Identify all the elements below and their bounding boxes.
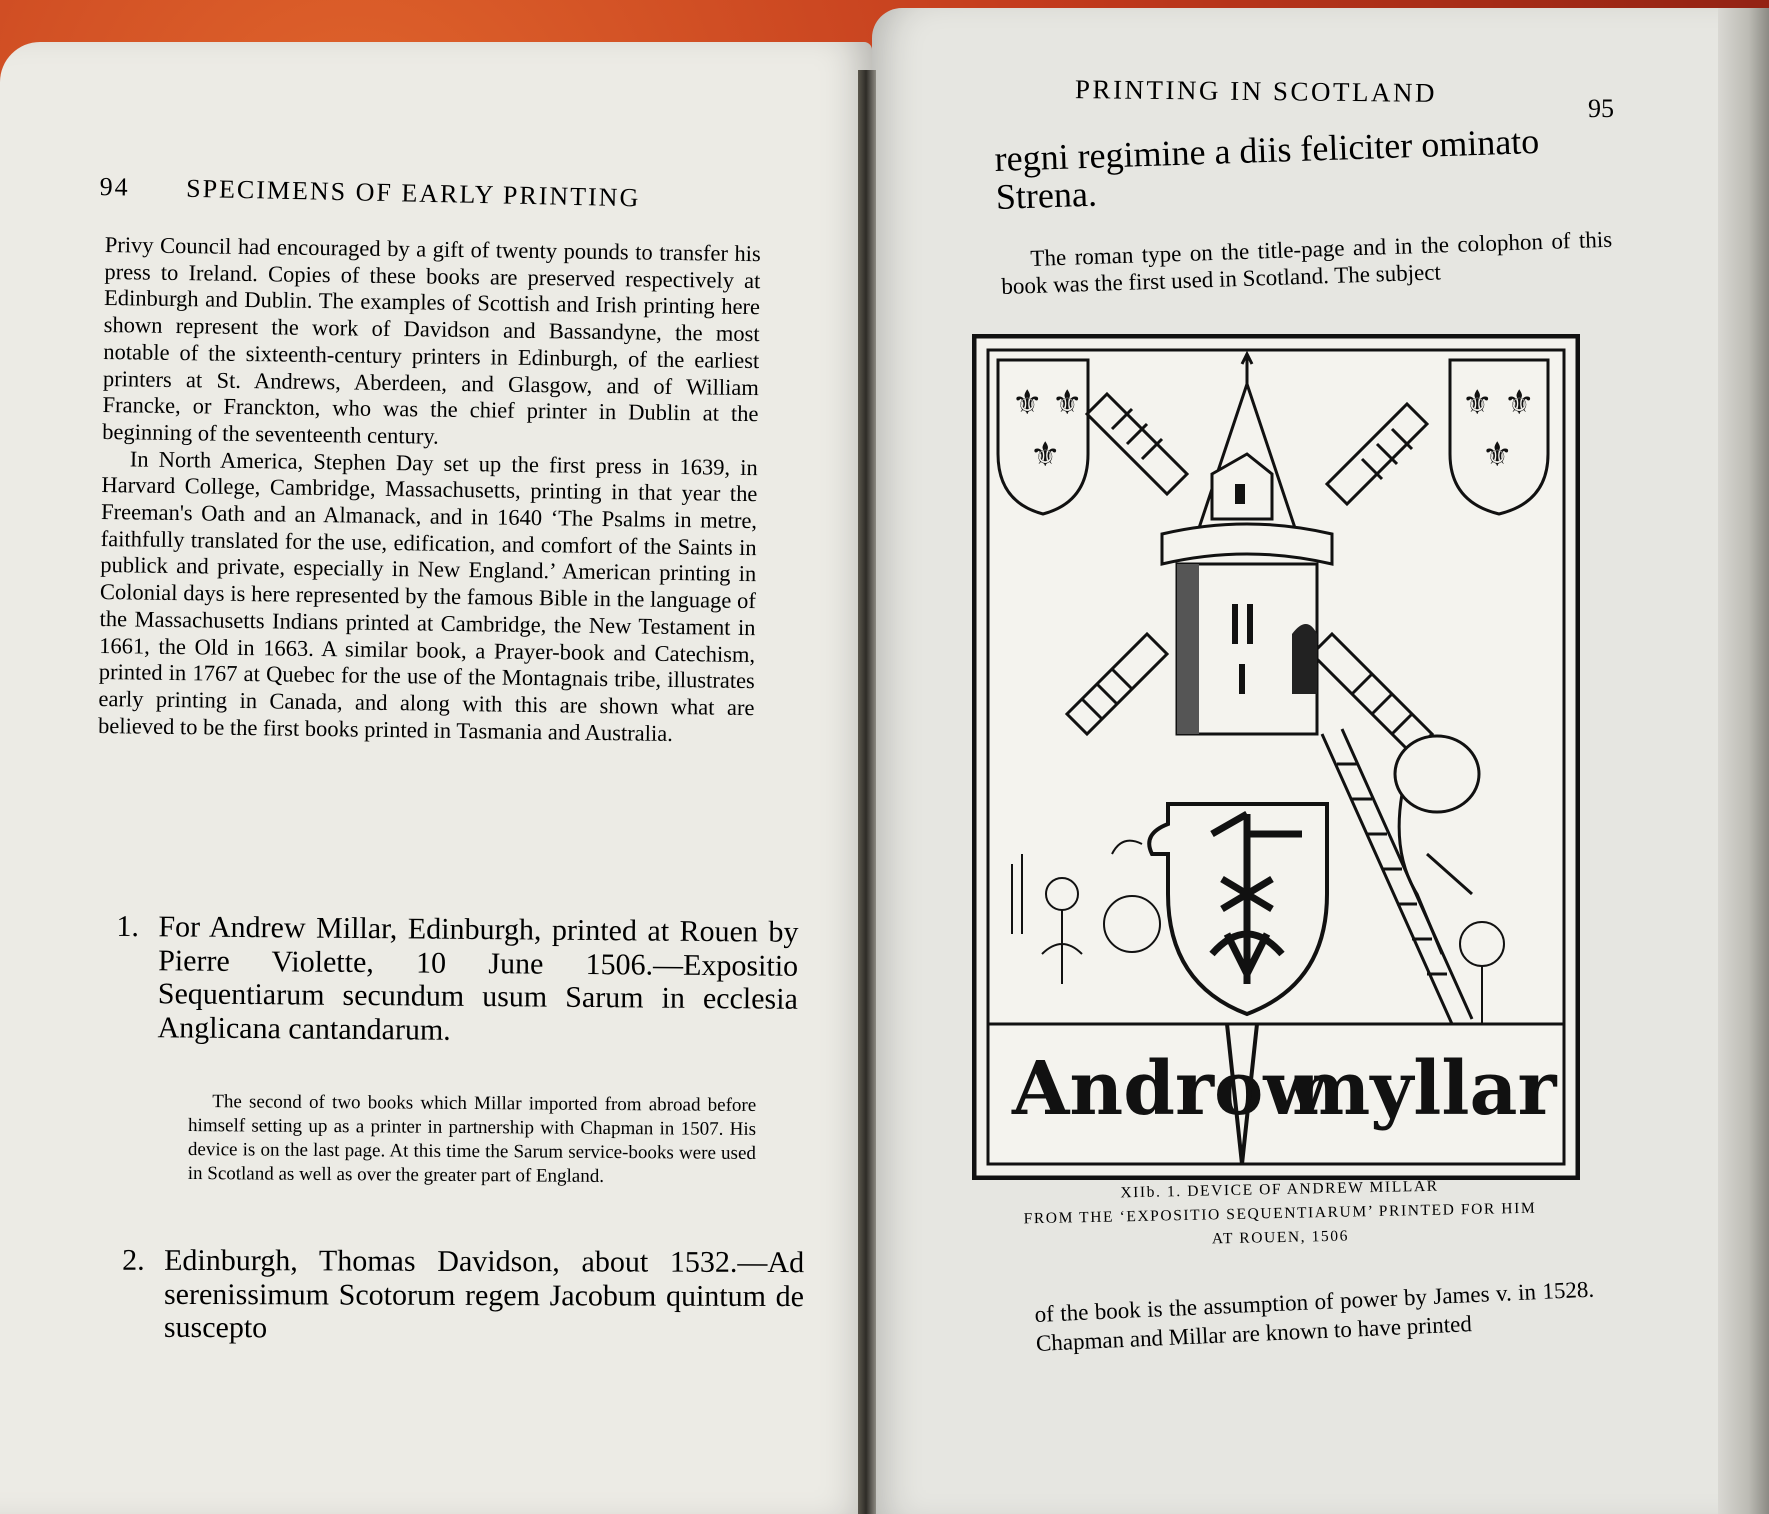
printer-device-woodcut bbox=[972, 334, 1580, 1180]
catalogue-entry-2 bbox=[122, 1243, 805, 1347]
left-page-number: 94 bbox=[99, 172, 130, 202]
right-shield-icon bbox=[1450, 360, 1548, 514]
caption-line: FROM THE ‘EXPOSITIO SEQUENTIARUM’ PRINTED FOR HIM bbox=[1023, 1199, 1537, 1228]
page-edges bbox=[1718, 8, 1769, 1514]
banner-right-text: myllar bbox=[1292, 1046, 1557, 1132]
left-running-title: SPECIMENS OF EARLY PRINTING bbox=[185, 173, 641, 213]
left-shield-icon bbox=[998, 360, 1088, 514]
right-page-number: 95 bbox=[1588, 94, 1614, 123]
left-body-text bbox=[98, 232, 761, 748]
caption-line: AT ROUEN, 1506 bbox=[1211, 1227, 1350, 1248]
svg-text:⚜: ⚜ bbox=[1012, 385, 1043, 422]
entry-title: Edinburgh, Thomas Davidson, about 1532.—Ad serenissimum Scotorum regem Jacobum quintum de suscepto bbox=[163, 1243, 805, 1345]
banner-left-text: Androw bbox=[1012, 1046, 1328, 1132]
entry-title: For Andrew Millar, Edinburgh, printed at Rouen by Pierre Violette, 10 June 1506.—Expositio Sequentiarum secundum usum Sarum in ecclesia Anglicana cantandarum. bbox=[157, 910, 799, 1047]
entry-number: 2. bbox=[122, 1243, 145, 1277]
paragraph: Privy Council had encouraged by a gift of twenty pounds to transfer his press to Ireland. Copies of these books are preserved respectively at Edinburgh and Dublin. The examples of Scottish and Irish printing here shown represent the work of Davidson and Bassandyne, the most notable of the sixteenth-century printers in Edinburgh, of the earliest printers at St. Andrews, Aberdeen, and Glasgow, and of William Francke, or Franckton, who was the chief printer in Dublin at the beginning of the seventeenth century. bbox=[102, 232, 761, 449]
entry-note: The second of two books which Millar imported from abroad before himself setting up as a printer in partnership with Chapman in 1507. His device is on the last page. At this time the Sarum service-books were used in Scotland as well as over the greater part of England. bbox=[187, 1091, 757, 1187]
entry-number: 1. bbox=[116, 909, 140, 944]
title-line: Strena. bbox=[995, 173, 1098, 217]
right-bottom-text: of the book is the assumption of power by James v. in 1528. Chapman and Millar are known to have printed bbox=[1034, 1276, 1595, 1356]
figure-caption bbox=[974, 1172, 1585, 1257]
title-line: regni regimine a diis feliciter ominato bbox=[993, 120, 1540, 179]
svg-text:⚜: ⚜ bbox=[1030, 437, 1061, 474]
book-gutter bbox=[858, 70, 876, 1514]
right-running-head: PRINTING IN SCOTLAND bbox=[1074, 74, 1438, 108]
catalogue-entry-1 bbox=[116, 909, 799, 1050]
svg-text:⚜: ⚜ bbox=[1482, 437, 1513, 474]
svg-text:⚜: ⚜ bbox=[1052, 385, 1083, 422]
svg-text:⚜: ⚜ bbox=[1462, 385, 1493, 422]
right-paragraph: The roman type on the title-page and in the colophon of this book was the first used in Scotland. The subject bbox=[1000, 226, 1613, 299]
svg-text:⚜: ⚜ bbox=[1504, 385, 1535, 422]
caption-line: XIIb. 1. DEVICE OF ANDREW MILLAR bbox=[1120, 1177, 1439, 1202]
paragraph: In North America, Stephen Day set up the first press in 1639, in Harvard College, Cambridge, Massachusetts, printing in that year the Freeman's Oath and an Almanack, and in 1640 ‘The Psalms in metre, faithfully translated for the use, edification, and comfort of the Saints in publick and private, especially in New England.’ American printing in Colonial days is here represented by the famous Bible in the language of the Massachusetts Indians printed at Cambridge, the New Testament in 1661, the Old in 1663. A similar book, a Prayer-book and Catechism, printed in 1767 at Quebec for the use of the Montagnais tribe, illustrates early printing in Canada, and along with this are shown what are believed to be the first books printed in Tasmania and Australia. bbox=[97, 445, 758, 746]
